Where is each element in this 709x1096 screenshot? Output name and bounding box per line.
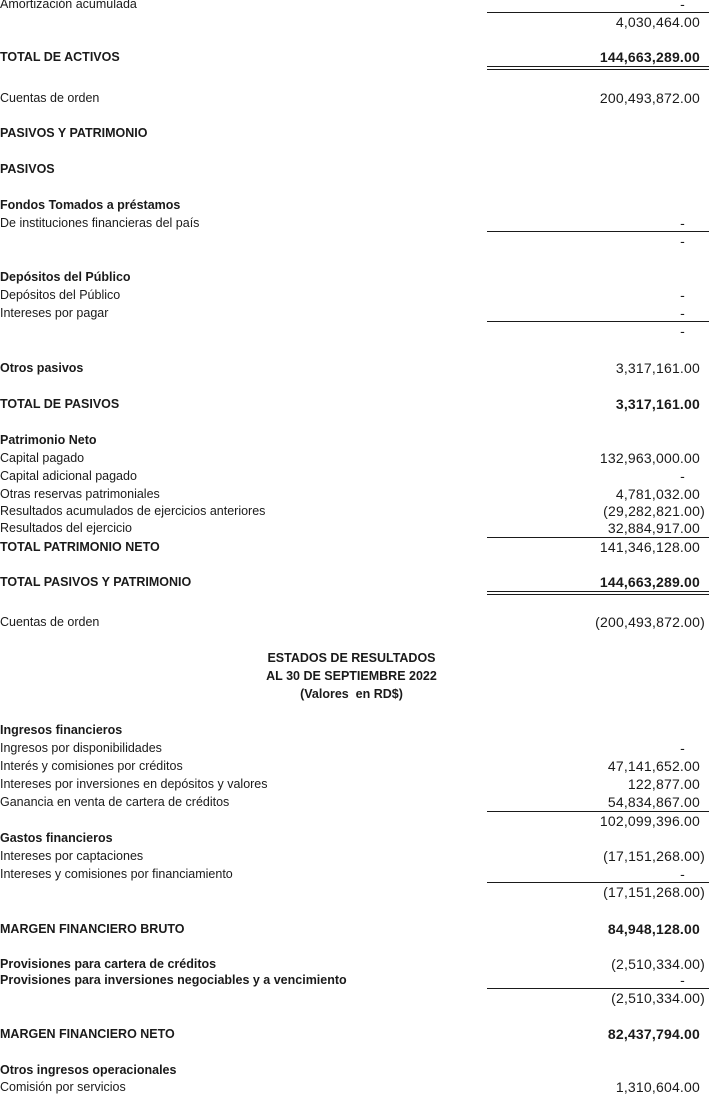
cuentas-orden-2-value: (200,493,872.00): [595, 614, 705, 630]
total-patrimonio-label: TOTAL PATRIMONIO NETO: [0, 540, 160, 554]
ingresos-subtotal-row: [0, 812, 709, 830]
capital-pagado-value: 132,963,000.00: [599, 450, 700, 466]
otras-reservas-row: [0, 485, 709, 503]
disponibilidades-row: [0, 739, 709, 757]
intereses-pagar-row: [0, 304, 709, 322]
resultados-ejercicio-row: [0, 519, 709, 537]
ingresos-heading: Ingresos financieros: [0, 723, 123, 737]
depositos-subtotal-value: -: [680, 323, 685, 339]
resultados-ejercicio-value: 32,884,917.00: [607, 520, 700, 536]
amortizacion-subtotal-row: [0, 13, 709, 31]
intereses-pagar-value: -: [680, 305, 685, 321]
captaciones-value: (17,151,268.00): [603, 848, 705, 864]
cuentas-orden-label: Cuentas de orden: [0, 91, 100, 105]
comision-row: [0, 1078, 709, 1096]
depositos-heading: Depósitos del Público: [0, 270, 131, 284]
pasivos-patrimonio-heading: PASIVOS Y PATRIMONIO: [0, 126, 148, 140]
interes-creditos-value: 47,141,652.00: [607, 758, 700, 774]
pasivos-heading-row: [0, 160, 709, 178]
resultados-acum-label: Resultados acumulados de ejercicios anteriores: [0, 504, 266, 518]
depositos-label: Depósitos del Público: [0, 288, 121, 302]
resultados-title-line-3: [0, 685, 709, 703]
cuentas-orden-2-row: [0, 613, 709, 631]
financiamiento-row: [0, 865, 709, 883]
resultados-title-line-1: [0, 649, 709, 667]
capital-pagado-row: [0, 449, 709, 467]
resultados-title-line-2: [0, 667, 709, 685]
margen-neto-value: 82,437,794.00: [607, 1026, 700, 1042]
otros-pasivos-label: Otros pasivos: [0, 361, 84, 375]
resultados-acum-row: [0, 502, 709, 520]
inversiones-row: [0, 775, 709, 793]
comision-value: 1,310,604.00: [615, 1079, 700, 1095]
pasivos-patrimonio-heading-row: [0, 124, 709, 142]
captaciones-label: Intereses por captaciones: [0, 849, 144, 863]
gastos-heading: Gastos financieros: [0, 831, 113, 845]
otras-reservas-value: 4,781,032.00: [615, 486, 700, 502]
disponibilidades-value: -: [680, 740, 685, 756]
capital-pagado-label: Capital pagado: [0, 451, 85, 465]
capital-adicional-row: [0, 467, 709, 485]
total-pasivos-patrimonio-label: TOTAL PASIVOS Y PATRIMONIO: [0, 575, 192, 589]
ingresos-subtotal-value: 102,099,396.00: [599, 813, 700, 829]
total-pasivos-label: TOTAL DE PASIVOS: [0, 397, 120, 411]
fondos-heading: Fondos Tomados a préstamos: [0, 198, 181, 212]
prov-subtotal-row: [0, 989, 709, 1007]
fondos-inst-label: De instituciones financieras del país: [0, 216, 200, 230]
captaciones-row: [0, 847, 709, 865]
resultados-title-3-text: (Valores en RD$): [300, 687, 403, 701]
fondos-subtotal-value: -: [680, 233, 685, 249]
total-double-rule: [487, 66, 709, 70]
margen-bruto-row: [0, 920, 709, 938]
total-activos-value: 144,663,289.00: [599, 49, 700, 65]
depositos-value: -: [680, 287, 685, 303]
gastos-subtotal-value: (17,151,268.00): [603, 884, 705, 900]
comision-label: Comisión por servicios: [0, 1080, 126, 1094]
otros-ingresos-heading: Otros ingresos operacionales: [0, 1063, 177, 1077]
financiamiento-label: Intereses y comisiones por financiamiento: [0, 867, 233, 881]
resultados-title-1-text: ESTADOS DE RESULTADOS: [267, 651, 436, 665]
ganancia-value: 54,834,867.00: [607, 794, 700, 810]
fondos-inst-value: -: [680, 215, 685, 231]
prov-subtotal-value: (2,510,334.00): [611, 990, 705, 1006]
pasivos-heading: PASIVOS: [0, 162, 55, 176]
amortizacion-value: -: [680, 0, 685, 12]
prov-inversiones-row: [0, 971, 709, 989]
capital-adicional-label: Capital adicional pagado: [0, 469, 137, 483]
gastos-heading-row: [0, 829, 709, 847]
ingresos-heading-row: [0, 721, 709, 739]
total-pasivos-patrimonio-row: [0, 573, 709, 591]
gastos-subtotal-row: [0, 883, 709, 901]
total-pasivos-patrimonio-value: 144,663,289.00: [599, 574, 700, 590]
patrimonio-heading: Patrimonio Neto: [0, 433, 97, 447]
resultados-acum-value: (29,282,821.00): [603, 503, 705, 519]
margen-bruto-value: 84,948,128.00: [607, 921, 700, 937]
total-double-rule: [487, 591, 709, 595]
otros-pasivos-value: 3,317,161.00: [615, 360, 700, 376]
prov-inversiones-label: Provisiones para inversiones negociables y a vencimiento: [0, 973, 347, 987]
cuentas-orden-2-label: Cuentas de orden: [0, 615, 100, 629]
amortizacion-subtotal-value: 4,030,464.00: [615, 14, 700, 30]
otras-reservas-label: Otras reservas patrimoniales: [0, 487, 160, 501]
total-pasivos-row: [0, 395, 709, 413]
amortizacion-label: Amortización acumulada: [0, 0, 137, 11]
total-patrimonio-value: 141,346,128.00: [599, 539, 700, 555]
interes-creditos-label: Interés y comisiones por créditos: [0, 759, 183, 773]
ganancia-label: Ganancia en venta de cartera de créditos: [0, 795, 230, 809]
depositos-heading-row: [0, 268, 709, 286]
ganancia-row: [0, 793, 709, 811]
resultados-ejercicio-label: Resultados del ejercicio: [0, 521, 133, 535]
margen-neto-label: MARGEN FINANCIERO NETO: [0, 1027, 175, 1041]
otros-ingresos-heading-row: [0, 1061, 709, 1079]
prov-cartera-label: Provisiones para cartera de créditos: [0, 957, 217, 971]
margen-bruto-label: MARGEN FINANCIERO BRUTO: [0, 922, 185, 936]
interes-creditos-row: [0, 757, 709, 775]
disponibilidades-label: Ingresos por disponibilidades: [0, 741, 162, 755]
inversiones-label: Intereses por inversiones en depósitos y valores: [0, 777, 268, 791]
fondos-heading-row: [0, 196, 709, 214]
cuentas-orden-value: 200,493,872.00: [599, 90, 700, 106]
prov-cartera-value: (2,510,334.00): [611, 956, 705, 972]
otros-pasivos-row: [0, 359, 709, 377]
margen-neto-row: [0, 1025, 709, 1043]
cuentas-orden-row: [0, 89, 709, 107]
resultados-title-2-text: AL 30 DE SEPTIEMBRE 2022: [266, 669, 437, 683]
intereses-pagar-label: Intereses por pagar: [0, 306, 109, 320]
financiamiento-value: -: [680, 866, 685, 882]
patrimonio-heading-row: [0, 431, 709, 449]
fondos-inst-row: [0, 214, 709, 232]
total-activos-label: TOTAL DE ACTIVOS: [0, 50, 120, 64]
depositos-row: [0, 286, 709, 304]
total-pasivos-value: 3,317,161.00: [615, 396, 700, 412]
total-patrimonio-row: [0, 538, 709, 556]
depositos-subtotal-row: [0, 322, 709, 340]
capital-adicional-value: -: [680, 468, 685, 484]
fondos-subtotal-row: [0, 232, 709, 250]
total-activos-row: [0, 48, 709, 66]
prov-inversiones-value: -: [680, 972, 685, 988]
inversiones-value: 122,877.00: [627, 776, 700, 792]
